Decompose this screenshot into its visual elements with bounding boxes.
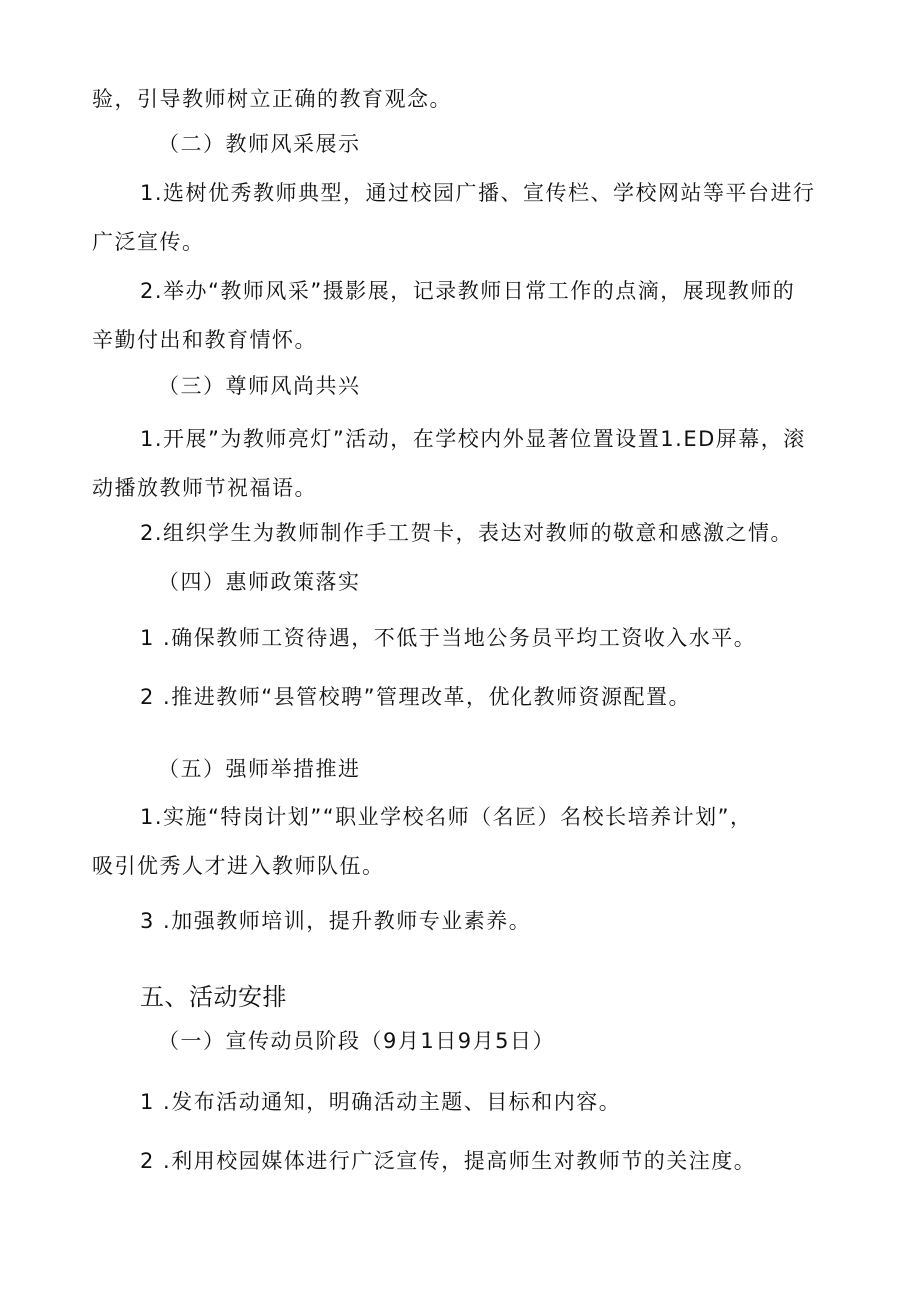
paragraph-line: 2.组织学生为教师制作手工贺卡，表达对教师的敬意和感激之情。	[140, 521, 794, 545]
paragraph-line: 1.开展”为教师亮灯”活动，在学校内外显著位置设置1.ED屏幕，滚	[140, 427, 806, 451]
subsection-heading: （一）宣传动员阶段（9月1日9月5日）	[158, 1029, 555, 1053]
section-heading: 五、活动安排	[140, 983, 287, 1011]
paragraph-line: 2.举办“教师风采”摄影展，记录教师日常工作的点滴，展现教师的	[140, 279, 796, 303]
paragraph-line: 3 .加强教师培训，提升教师专业素养。	[140, 909, 532, 933]
paragraph-line: 验，引导教师树立正确的教育观念。	[92, 87, 452, 111]
subsection-heading: （二）教师风采展示	[158, 132, 361, 156]
paragraph-line: 吸引优秀人才进入教师队伍。	[92, 854, 385, 878]
paragraph-line: 1 .发布活动通知，明确活动主题、目标和内容。	[140, 1090, 622, 1114]
paragraph-line: 2 .推进教师“县管校聘”管理改革，优化教师资源配置。	[140, 685, 691, 709]
subsection-heading: （三）尊师风尚共兴	[158, 374, 361, 398]
paragraph-line: 辛勤付出和教育情怀。	[92, 328, 317, 352]
paragraph-line: 动播放教师节祝福语。	[92, 476, 317, 500]
paragraph-line: 1.实施“特岗计划”“职业学校名师（名匠）名校长培养计划”，	[140, 805, 753, 829]
paragraph-line: 2 .利用校园媒体进行广泛宣传，提高师生对教师节的关注度。	[140, 1149, 757, 1173]
paragraph-line: 1.选树优秀教师典型，通过校园广播、宣传栏、学校网站等平台进行	[140, 181, 816, 205]
subsection-heading: （四）惠师政策落实	[158, 570, 361, 594]
subsection-heading: （五）强师举措推进	[158, 757, 361, 781]
paragraph-line: 广泛宣传。	[92, 230, 205, 254]
paragraph-line: 1 .确保教师工资待遇，不低于当地公务员平均工资收入水平。	[140, 626, 757, 650]
